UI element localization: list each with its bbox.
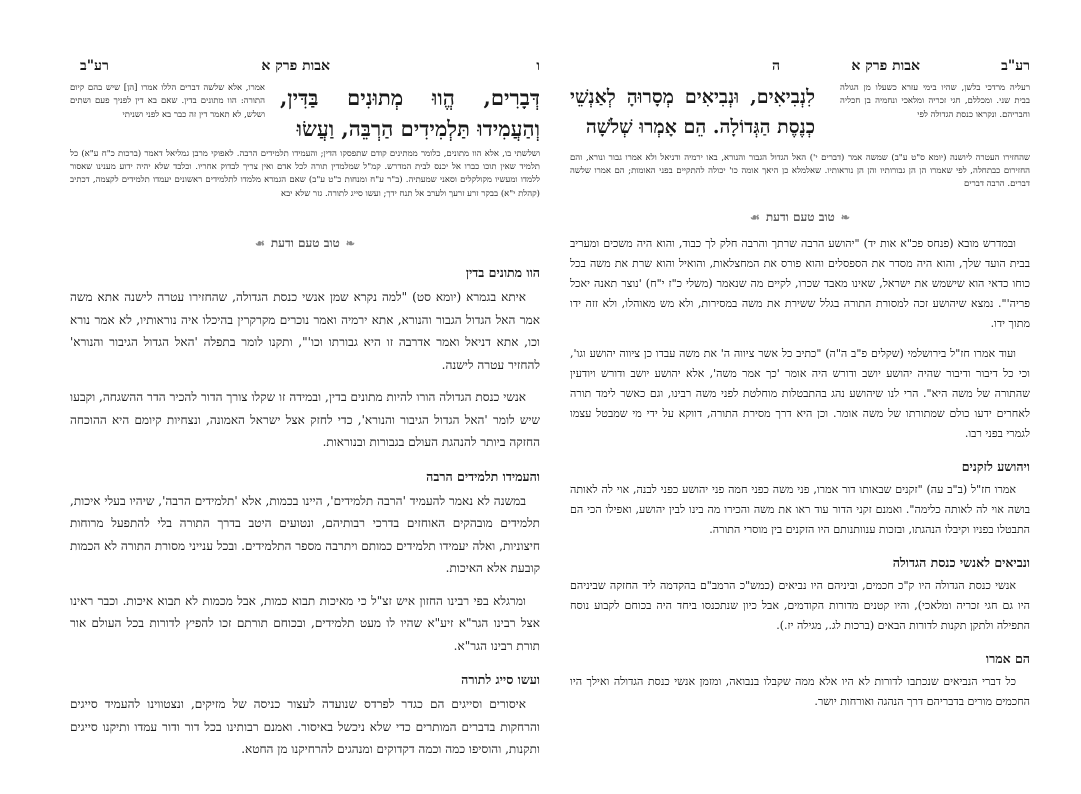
commentary-section: [70, 464, 540, 658]
section-heading: ועשו סייג לתורה: [461, 672, 540, 687]
section-heading: הוו מתונים בדין: [465, 265, 540, 280]
divider-title: טוב טעם ודעת: [765, 210, 835, 224]
bartenura-text: ושלשתי בו, אלא הוו מתונים, כלומר ממתינים קודם שתפסקו הדין; והעמידו תלמידים הרבה. לאפוקי מרבן גמליאל דאמר (ברכות כ"ח ע"א) כל תלמיד שאין תוכו כברו אל יכנס לבית המדרש. קמ"ל שמלמדין תורה לכל אדם ואין צריך לבדוק אחריו. וכלבד שלא יהיה ידוע מענינו שאסור ללמדו ומעשיו מקולקלים וסאני שמעתיה. (ב"ר ע"ח ומנחות כ"ט ע"ב) שאם הגמרא מלמדו לתלמידים ראשונים יעמדו תלמידים לקצמה, דכתיב (קהלת י"א) בבקר זרע זרעך ולערב אל תנח ידך; ועשו סייג לתורה. גזר שלא יבא: [70, 149, 540, 199]
commentary-section: [570, 234, 1030, 444]
paragraph: כל דברי הנביאים שנכתבו לדורות לא היו אלא ממה שקבלו בנבואה, ומזמן אנשי כנסת הגדולה ואילך היו החכמים מורים בדבריהם דרך הנהגה ואורחות יושר.: [570, 675, 1030, 708]
section-heading: ונביאים לאנשי כנסת הגדולה: [892, 555, 1030, 570]
text-block: [70, 82, 540, 144]
running-title: אבות פרק א: [851, 58, 920, 74]
mishna-text: לִנְבִיאִים, וּנְבִיאִים מְסָרוּהָ לְאַנְשֵׁי כְנֶסֶת הַגְּדוֹלָה. הֵם אָמְרוּ שְׁלֹשָׁה: [570, 86, 815, 138]
section-heading: הם אמרו: [985, 651, 1030, 666]
right-page: [570, 0, 1030, 794]
section-heading: והעמידו תלמידים הרבה: [426, 468, 540, 484]
commentary-label: רע"ב: [1001, 58, 1030, 74]
ornament-icon: ❧: [345, 237, 356, 250]
mishna-text: דְּבָרִים, הֱווּ מְתוּנִים בַּדִּין, וְהַעֲמִידוּ תַּלְמִידִים הַרְבֵּה, וַעֲשׂוּ: [280, 85, 540, 141]
commentary-section: [570, 646, 1030, 712]
bartenura-text: שהחזירו העטרה ליושנה (יומא ס"ט ע"ב) שמשה אמר (דברים י') האל הגדול הגבור והנורא, באו ירמיה ודניאל ולא אמרו גבור ונורא, והם החזירום כבתחלה, לפי שאמרו הן הן גבורותיו והן הן נוראותיו. שאלמלא כן היאך אומה כו' יכולה להתקיים בפני האומות; הם אמרו שלשה דברים. הרבה דברים: [570, 153, 1030, 190]
divider-title: טוב טעם ודעת: [270, 236, 340, 250]
paragraph: במשנה לא נאמר להעמיד 'הרבה תלמידים', היינו בכמות, אלא 'תלמידים הרבה', שיהיו בעלי איכות, תלמידים מובהקים האוחזים בדרכי רבותיהם, ונטועים היטב בדרך התורה בלי להתפעל מרוחות חיצוניות, ואלה יעמידו תלמידים כמותם ויתרבה מספר התלמידים. ובכל ענייני מסורת התורה לא הכמות קובעת אלא האיכות.: [70, 493, 540, 575]
section-heading: ויהושע לזקנים: [961, 459, 1030, 474]
section-divider: [570, 210, 1030, 225]
page-number: ו: [536, 58, 540, 74]
paragraph: ובמדרש מובא (פנחס פכ"א אות יד) "יהושע הרבה שרתך והרבה חלק לך כבוד, והוא היה משכים ומעריב בבית הועד שלך, והוא היה מסדר את הספסלים והוא פורס את המחצלאות, והואיל והוא שרת את משה בכל כוחו כדאי הוא שישמש את ישראל, שאינו מאבד שכרו, לקיים מה שנאמר (משלי כ"ז י"ח) 'נוצר תאנה יאכל פריה'". נמצא שיהושע זכה למסורת התורה בגלל ששירת את משה במסירות, ולא מש מאוהלו, ולא זזה ידו מתוך ידו.: [570, 237, 1030, 330]
page-number: ה: [771, 58, 780, 74]
commentary: [570, 234, 1030, 722]
bartenura-box: רעליה מרדכי בלשן, שהיו בימי עזרא כשעלו מן הגולה בבית שני. ומכללם, חגי זכריה ומלאכי ונחמיה בן חכליה וחבריהם. ונקראו כנסת הגדולה לפי: [840, 83, 1030, 120]
running-title: אבות פרק א: [261, 58, 330, 74]
commentary-section: [70, 667, 540, 761]
paragraph: אנשי כנסת הגדולה היו ק"כ חכמים, וביניהם היו נביאים (כמש"כ הרמב"ם בהקדמה ליד החזקה שביניהם היו גם חגי זכריה ומלאכי), והיו קטנים מדורות הקודמים, אבל כיון שנתכנסו ביחד היה בכוחם לקבוע נוסח התפילה ולתקן תקנות לדורות הבאים (ברכות לג., מגילה יז.).: [570, 579, 1030, 632]
paragraph: אנשי כנסת הגדולה הורו להיות מתונים בדין, ובמידה זו שקלו צורך הדור להכיר הדר ההשגחה, וקבעו שיש לומר 'האל הגדול הגיבור והנורא', כדי לחזק אצל ישראל האמונה, ונצחיות קיומם היא ההוכחה החזקה ביותר להנהגת העולם בגבורות ובנוראות.: [70, 390, 540, 449]
paragraph: איסורים וסייגים הם כגדר לפרדס שנועדה לעצור כניסה של מזיקים, ונצטווינו להעמיד סייגים והרחקות בדברים המותרים כדי שלא ניכשל באיסור. ואמנם רבותינו בכל דור ודור עמדו ותיקנו סייגים ותקנות, והוסיפו כמה וכמה דקדוקים ומנהגים להרחיקנו מן החטא.: [70, 697, 540, 756]
commentary: [70, 260, 540, 771]
paragraph: ועוד אמרו חז"ל בירושלמי (שקלים פ"ב ה"ה) "כתיב כל אשר ציווה ה' את משה עבדו כן ציווה יהושע וגו', וכי כל דיבור ודיבור שהיה יהושע יושב ודורש היה אומר 'כך אמר משה', אלא יהושע יושב ודורש ויודעין שהתורה של משה היא". הרי לנו שיהושע נהג בהתבטלות מוחלטת לפני משה רבינו, וגם כאשר לימד תורה לאחרים ידעו כולם שמתורתו של משה אומר. וכן היא דרך מסירת התורה, דווקא על ידי מי שמבטל עצמו לגמרי בפני רבו.: [570, 347, 1030, 440]
ornament-icon: ❧: [840, 211, 851, 224]
commentary-section: [70, 260, 540, 454]
section-divider: [70, 236, 540, 251]
ornament-icon: ☙: [254, 237, 265, 250]
paragraph: איתא בגמרא (יומא סט) "למה נקרא שמן אנשי כנסת הגדולה, שהחזירו עטרה לישנה אתא משה אמר האל הגדול הגבור והנורא, אתא ירמיה ואמר נוכרים מקרקרין בהיכלו איה נוראותיו, לא אמר נורא וכו, אתא דניאל ואמר אדרבה זו היא גבורתו וכו'", ותקנו לומר בתפלה 'האל הגדול הגיבור והנורא' להחזיר עטרה לישנה.: [70, 290, 540, 372]
running-header: [570, 58, 1030, 76]
ornament-icon: ☙: [749, 211, 760, 224]
text-block: [570, 82, 1030, 144]
commentary-label: רע"ב: [80, 58, 109, 74]
paragraph: אמרו חז"ל (ב"ב עה) "זקנים שבאותו דור אמרו, פני משה כפני חמה פני יהושע כפני לבנה, אוי לה לאותה בושה אוי לה לאותה כלימה". ואמנם זקני הדור עוד ראו את משה והכירו מה בינו לבין יהושע, ואפילו הכי הם התבטלו בפניו וקיבלו הנהגתו, ובזכות ענוותנותם היו הזקנים בין מוסרי התורה.: [570, 483, 1030, 536]
left-page: [70, 0, 540, 794]
running-header: [70, 58, 540, 76]
commentary-section: [570, 550, 1030, 636]
bartenura-box: אמרו, אלא שלשה דברים הללו אמרו [הן] שיש בהם קיום התורה: הוו מתונים בדין. שאם בא דין לפניך פעם ושתים ושלש, לא תאמר דין זה כבר בא לפני ושניתי: [70, 83, 265, 120]
commentary-section: [570, 454, 1030, 540]
paragraph: ומרגלא בפי רבינו החזון איש זצ"ל כי מאיכות תבוא כמות, אבל מכמות לא תבוא איכות. וכבר ראינו אצל רבינו הגר"א זיע"א שהיו לו מעט תלמידים, ובכוחם תורתם זכו להפיץ לדורות בכל העולם אור תורת רבינו הגר"א.: [70, 593, 540, 653]
